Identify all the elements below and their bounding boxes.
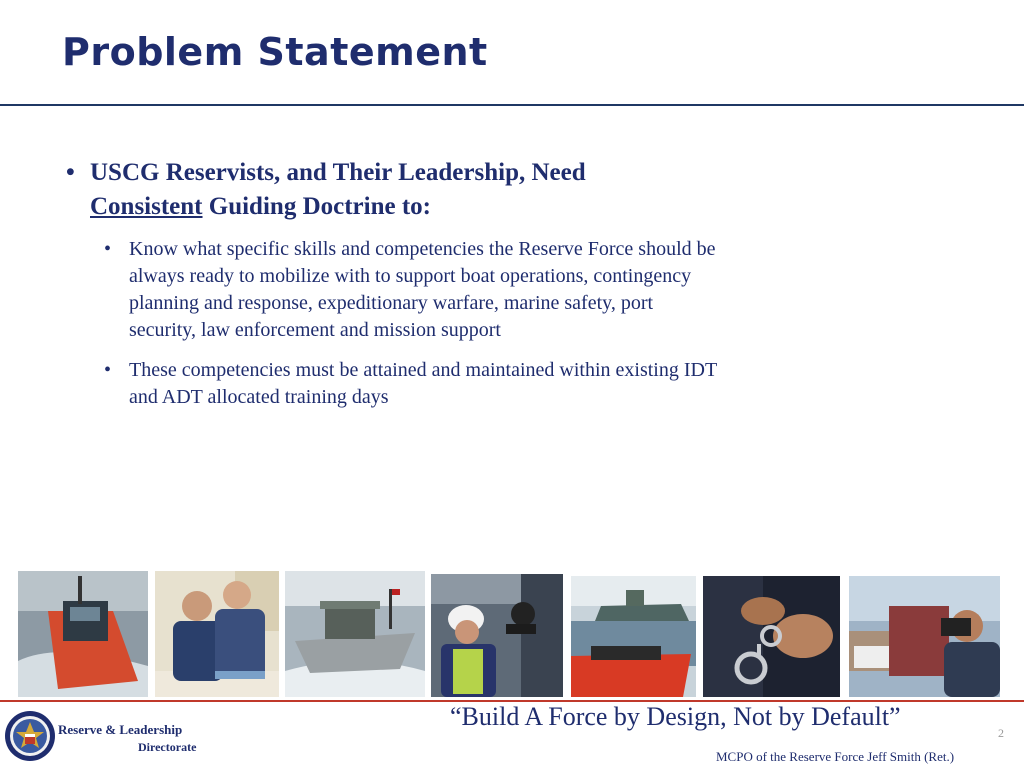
sub-bullet-skills	[62, 236, 722, 344]
quote-attribution: MCPO of the Reserve Force Jeff Smith (Ret.)	[716, 749, 955, 764]
bullet-dot: •	[104, 238, 112, 260]
bullet-dot: •	[104, 359, 112, 381]
photo-port-worker	[431, 574, 563, 697]
org-name-line1: Reserve & Leadership	[58, 722, 183, 737]
photo-strip	[0, 570, 1024, 698]
page-number: 2	[998, 726, 1004, 740]
title-divider	[0, 104, 1024, 106]
org-name-line2: Directorate	[138, 740, 197, 754]
slide-content	[62, 156, 722, 424]
photo-planning	[155, 571, 279, 697]
slide-title: Problem Statement	[62, 30, 488, 74]
seal-icon	[4, 710, 56, 762]
photo-cameraman	[849, 576, 1000, 697]
photo-cutter	[571, 576, 696, 697]
main-bullet	[62, 156, 722, 224]
bullet-dot: •	[66, 159, 75, 186]
sub-bullet-list	[62, 236, 722, 411]
main-bullet-line1: USCG Reservists, and Their Leadership, Need	[90, 159, 586, 186]
sub-bullet-text: These competencies must be attained and maintained within existing IDT and ADT allocated training days	[129, 359, 717, 408]
photo-response-boat	[18, 571, 148, 697]
footer-quote: “Build A Force by Design, Not by Default”	[450, 702, 901, 731]
main-bullet-line2: Guiding Doctrine to:	[202, 193, 431, 220]
sub-bullet-text: Know what specific skills and competencies the Reserve Force should be always ready to mobilize with to support boat operations, contingency planning and response, expeditionary warfare, marine safety, port security, law enforcement and mission support	[129, 238, 716, 341]
photo-patrol-boat	[285, 571, 425, 697]
sub-bullet-training	[62, 357, 722, 411]
photo-law-enforcement	[703, 576, 840, 697]
main-bullet-underlined: Consistent	[90, 193, 203, 220]
